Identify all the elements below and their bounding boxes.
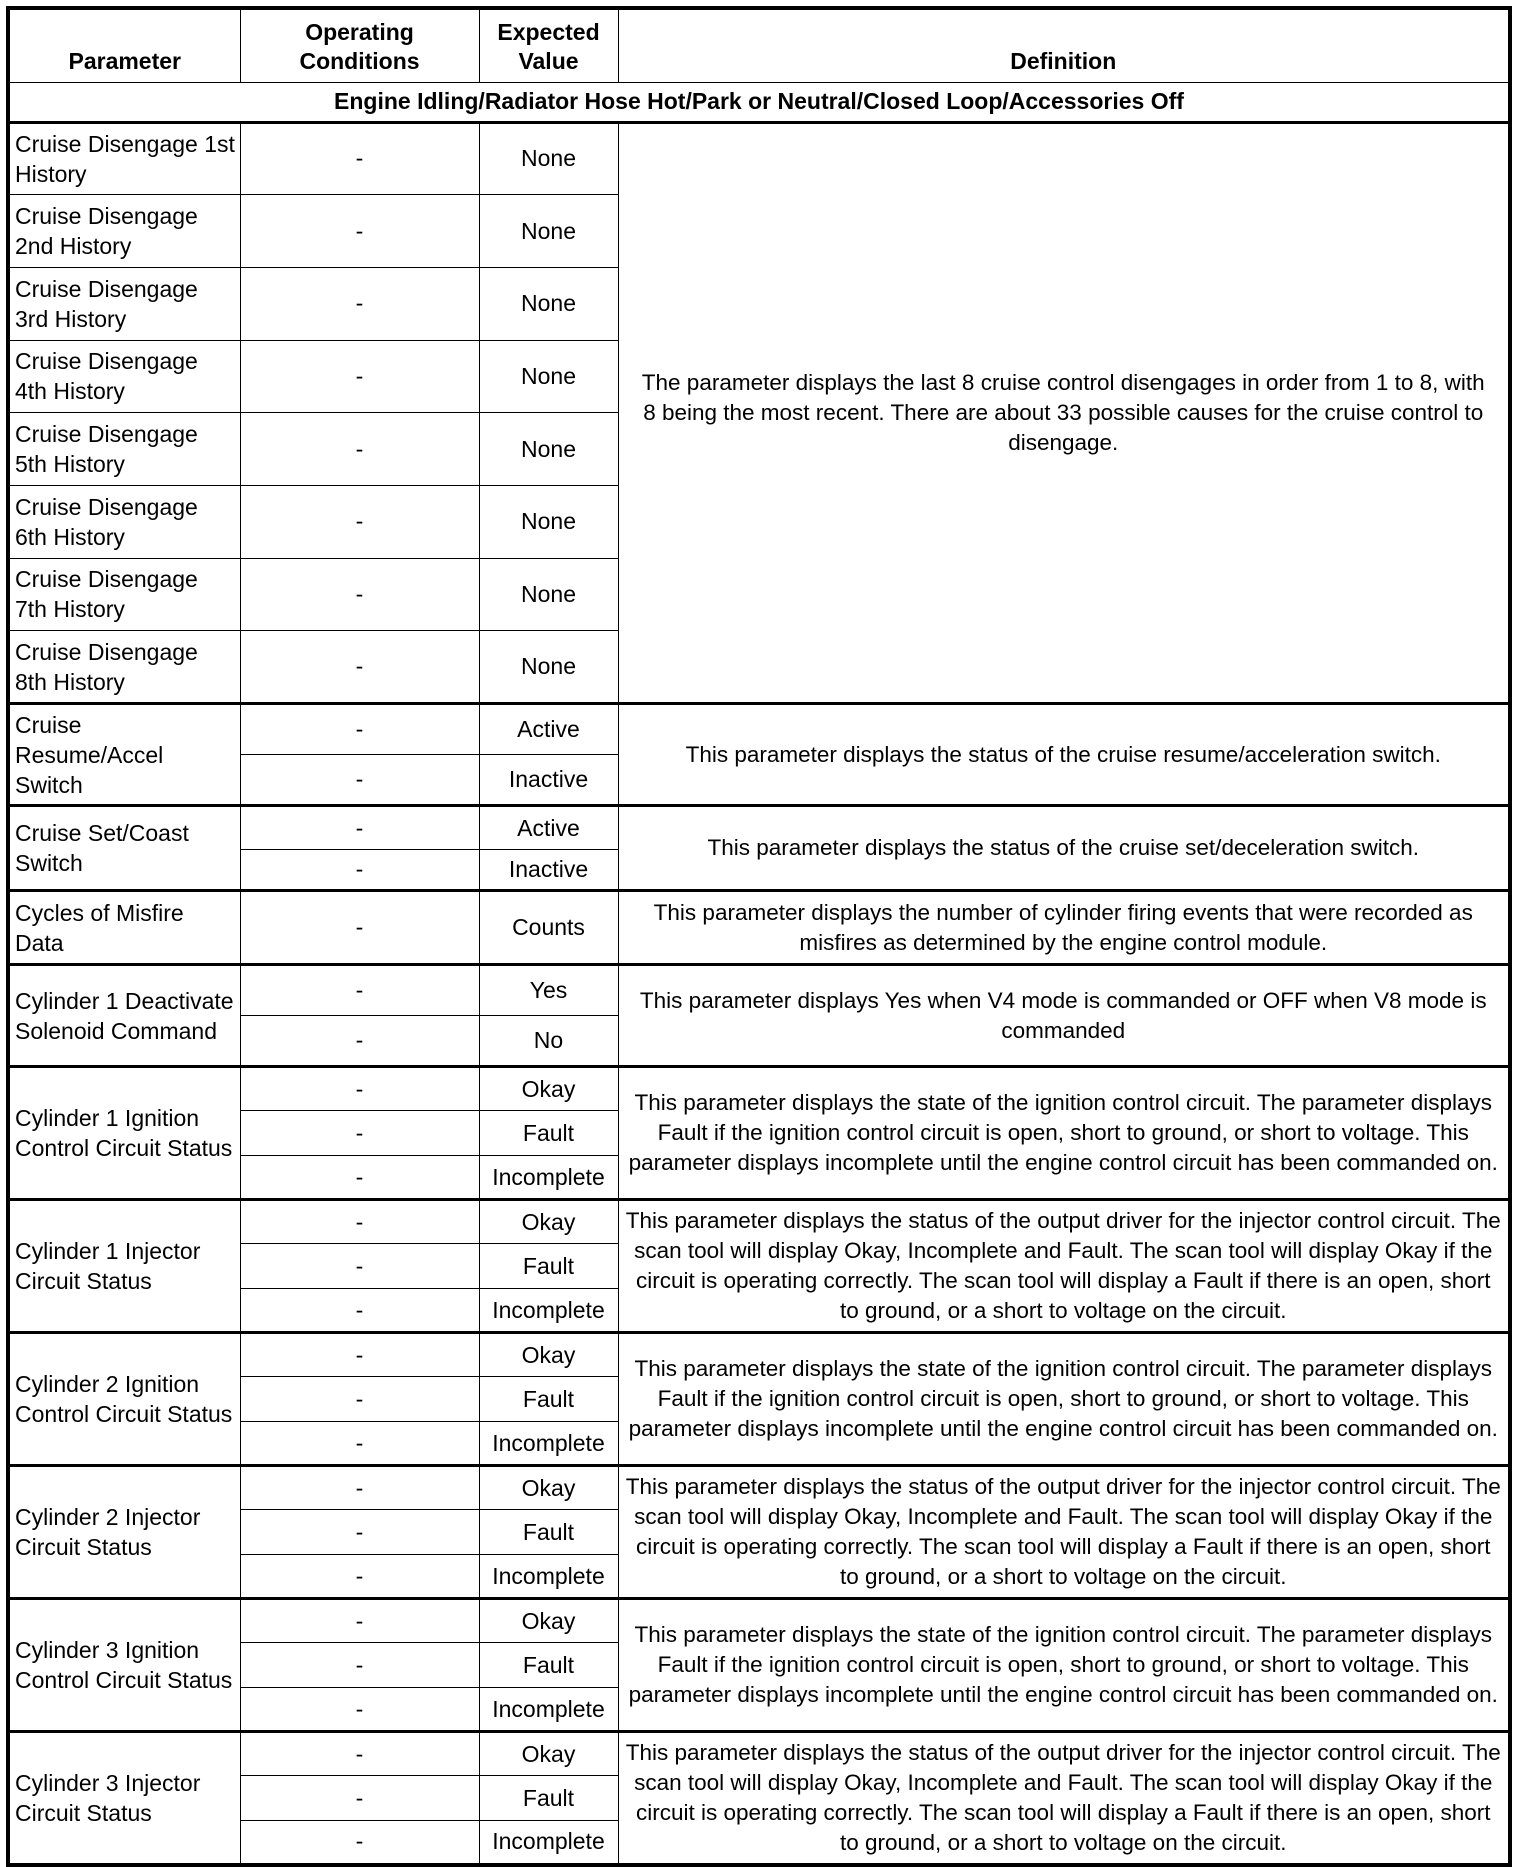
table-row <box>8 806 1510 850</box>
parameter-cell: Cylinder 1 Injector Circuit Status <box>8 1200 240 1333</box>
parameter-cell: Cruise Disengage 3rd History <box>8 267 240 340</box>
parameter-cell: Cylinder 3 Ignition Control Circuit Status <box>8 1599 240 1732</box>
definition-cell: This parameter displays the state of the ignition control circuit. The parameter displays Fault if the ignition control circuit is open, short to ground, or short to voltage. This parameter displays incomplete until the engine control circuit has been commanded on. <box>618 1599 1510 1732</box>
scan-tool-data-table <box>6 6 1512 1867</box>
value-cell: None <box>479 340 618 413</box>
parameter-cell: Cruise Resume/Accel Switch <box>8 704 240 806</box>
condition-cell: - <box>240 704 479 755</box>
value-cell: Fault <box>479 1643 618 1688</box>
condition-cell: - <box>240 1377 479 1422</box>
condition-cell: - <box>240 1067 479 1111</box>
condition-cell: - <box>240 1555 479 1599</box>
parameter-cell: Cylinder 1 Ignition Control Circuit Status <box>8 1067 240 1200</box>
parameter-cell: Cruise Disengage 7th History <box>8 558 240 631</box>
parameter-cell: Cylinder 1 Deactivate Solenoid Command <box>8 965 240 1067</box>
value-cell: None <box>479 195 618 268</box>
condition-cell: - <box>240 413 479 486</box>
table-row <box>8 1200 1510 1244</box>
value-cell: None <box>479 485 618 558</box>
definition-cell: This parameter displays the status of the output driver for the injector control circuit. The scan tool will display Okay, Incomplete and Fault. The scan tool will display Okay if the circuit is operating correctly. The scan tool will display a Fault if there is an open, short to ground, or a short to voltage on the circuit. <box>618 1732 1510 1865</box>
section-row <box>8 82 1510 122</box>
parameter-cell: Cylinder 2 Ignition Control Circuit Status <box>8 1333 240 1466</box>
parameter-cell: Cycles of Misfire Data <box>8 891 240 965</box>
condition-cell: - <box>240 1289 479 1333</box>
condition-cell: - <box>240 1776 479 1821</box>
value-cell: Okay <box>479 1599 618 1643</box>
table-row <box>8 891 1510 965</box>
value-cell: No <box>479 1016 618 1067</box>
condition-cell: - <box>240 340 479 413</box>
value-cell: None <box>479 122 618 195</box>
condition-cell: - <box>240 1016 479 1067</box>
table-row <box>8 1732 1510 1776</box>
condition-cell: - <box>240 1688 479 1732</box>
parameter-cell: Cruise Disengage 6th History <box>8 485 240 558</box>
definition-cell: This parameter displays the state of the ignition control circuit. The parameter displays Fault if the ignition control circuit is open, short to ground, or short to voltage. This parameter displays incomplete until the engine control circuit has been commanded on. <box>618 1067 1510 1200</box>
condition-cell: - <box>240 1111 479 1156</box>
parameter-cell: Cruise Disengage 4th History <box>8 340 240 413</box>
definition-cell: This parameter displays the state of the ignition control circuit. The parameter displays Fault if the ignition control circuit is open, short to ground, or short to voltage. This parameter displays incomplete until the engine control circuit has been commanded on. <box>618 1333 1510 1466</box>
condition-cell: - <box>240 1599 479 1643</box>
table-row <box>8 1067 1510 1111</box>
parameter-cell: Cylinder 2 Injector Circuit Status <box>8 1466 240 1599</box>
header-row <box>8 8 1510 82</box>
condition-cell: - <box>240 1333 479 1377</box>
value-cell: Incomplete <box>479 1156 618 1200</box>
definition-cell: This parameter displays the status of the output driver for the injector control circuit. The scan tool will display Okay, Incomplete and Fault. The scan tool will display Okay if the circuit is operating correctly. The scan tool will display a Fault if there is an open, short to ground, or a short to voltage on the circuit. <box>618 1200 1510 1333</box>
parameter-cell: Cruise Set/Coast Switch <box>8 806 240 891</box>
condition-cell: - <box>240 1510 479 1555</box>
header-expected-value: Expected Value <box>479 8 618 82</box>
value-cell: Incomplete <box>479 1422 618 1466</box>
value-cell: None <box>479 267 618 340</box>
condition-cell: - <box>240 850 479 891</box>
condition-cell: - <box>240 1643 479 1688</box>
definition-cell: This parameter displays the status of the output driver for the injector control circuit. The scan tool will display Okay, Incomplete and Fault. The scan tool will display Okay if the circuit is operating correctly. The scan tool will display a Fault if there is an open, short to ground, or a short to voltage on the circuit. <box>618 1466 1510 1599</box>
condition-cell: - <box>240 1732 479 1776</box>
section-title: Engine Idling/Radiator Hose Hot/Park or Neutral/Closed Loop/Accessories Off <box>8 82 1510 122</box>
value-cell: Okay <box>479 1200 618 1244</box>
header-operating-conditions: Operating Conditions <box>240 8 479 82</box>
parameter-cell: Cruise Disengage 5th History <box>8 413 240 486</box>
value-cell: Fault <box>479 1510 618 1555</box>
condition-cell: - <box>240 267 479 340</box>
definition-cell: This parameter displays the number of cylinder firing events that were recorded as misfires as determined by the engine control module. <box>618 891 1510 965</box>
value-cell: Okay <box>479 1466 618 1510</box>
value-cell: Fault <box>479 1111 618 1156</box>
value-cell: None <box>479 631 618 704</box>
value-cell: Inactive <box>479 850 618 891</box>
value-cell: Okay <box>479 1067 618 1111</box>
table-row <box>8 704 1510 755</box>
definition-cell: The parameter displays the last 8 cruise control disengages in order from 1 to 8, with 8 being the most recent. There are about 33 possible causes for the cruise control to disengage. <box>618 122 1510 704</box>
value-cell: Incomplete <box>479 1821 618 1865</box>
value-cell: None <box>479 558 618 631</box>
value-cell: Inactive <box>479 755 618 806</box>
definition-cell: This parameter displays the status of the cruise resume/acceleration switch. <box>618 704 1510 806</box>
condition-cell: - <box>240 485 479 558</box>
condition-cell: - <box>240 195 479 268</box>
definition-cell: This parameter displays Yes when V4 mode is commanded or OFF when V8 mode is commanded <box>618 965 1510 1067</box>
value-cell: Fault <box>479 1776 618 1821</box>
table-row <box>8 965 1510 1016</box>
condition-cell: - <box>240 965 479 1016</box>
value-cell: Incomplete <box>479 1555 618 1599</box>
value-cell: Yes <box>479 965 618 1016</box>
value-cell: Counts <box>479 891 618 965</box>
condition-cell: - <box>240 1821 479 1865</box>
condition-cell: - <box>240 558 479 631</box>
table-row <box>8 1333 1510 1377</box>
parameter-cell: Cylinder 3 Injector Circuit Status <box>8 1732 240 1865</box>
value-cell: Incomplete <box>479 1688 618 1732</box>
value-cell: Okay <box>479 1333 618 1377</box>
condition-cell: - <box>240 631 479 704</box>
value-cell: Incomplete <box>479 1289 618 1333</box>
header-parameter: Parameter <box>8 8 240 82</box>
table-row <box>8 122 1510 195</box>
definition-cell: This parameter displays the status of the cruise set/deceleration switch. <box>618 806 1510 891</box>
condition-cell: - <box>240 755 479 806</box>
condition-cell: - <box>240 806 479 850</box>
condition-cell: - <box>240 122 479 195</box>
condition-cell: - <box>240 1422 479 1466</box>
condition-cell: - <box>240 1466 479 1510</box>
table-row <box>8 1599 1510 1643</box>
header-definition: Definition <box>618 8 1510 82</box>
condition-cell: - <box>240 891 479 965</box>
parameter-cell: Cruise Disengage 8th History <box>8 631 240 704</box>
value-cell: Active <box>479 704 618 755</box>
value-cell: Fault <box>479 1377 618 1422</box>
value-cell: Active <box>479 806 618 850</box>
parameter-cell: Cruise Disengage 2nd History <box>8 195 240 268</box>
condition-cell: - <box>240 1156 479 1200</box>
table-row <box>8 1466 1510 1510</box>
condition-cell: - <box>240 1244 479 1289</box>
condition-cell: - <box>240 1200 479 1244</box>
value-cell: Okay <box>479 1732 618 1776</box>
value-cell: Fault <box>479 1244 618 1289</box>
parameter-cell: Cruise Disengage 1st History <box>8 122 240 195</box>
value-cell: None <box>479 413 618 486</box>
